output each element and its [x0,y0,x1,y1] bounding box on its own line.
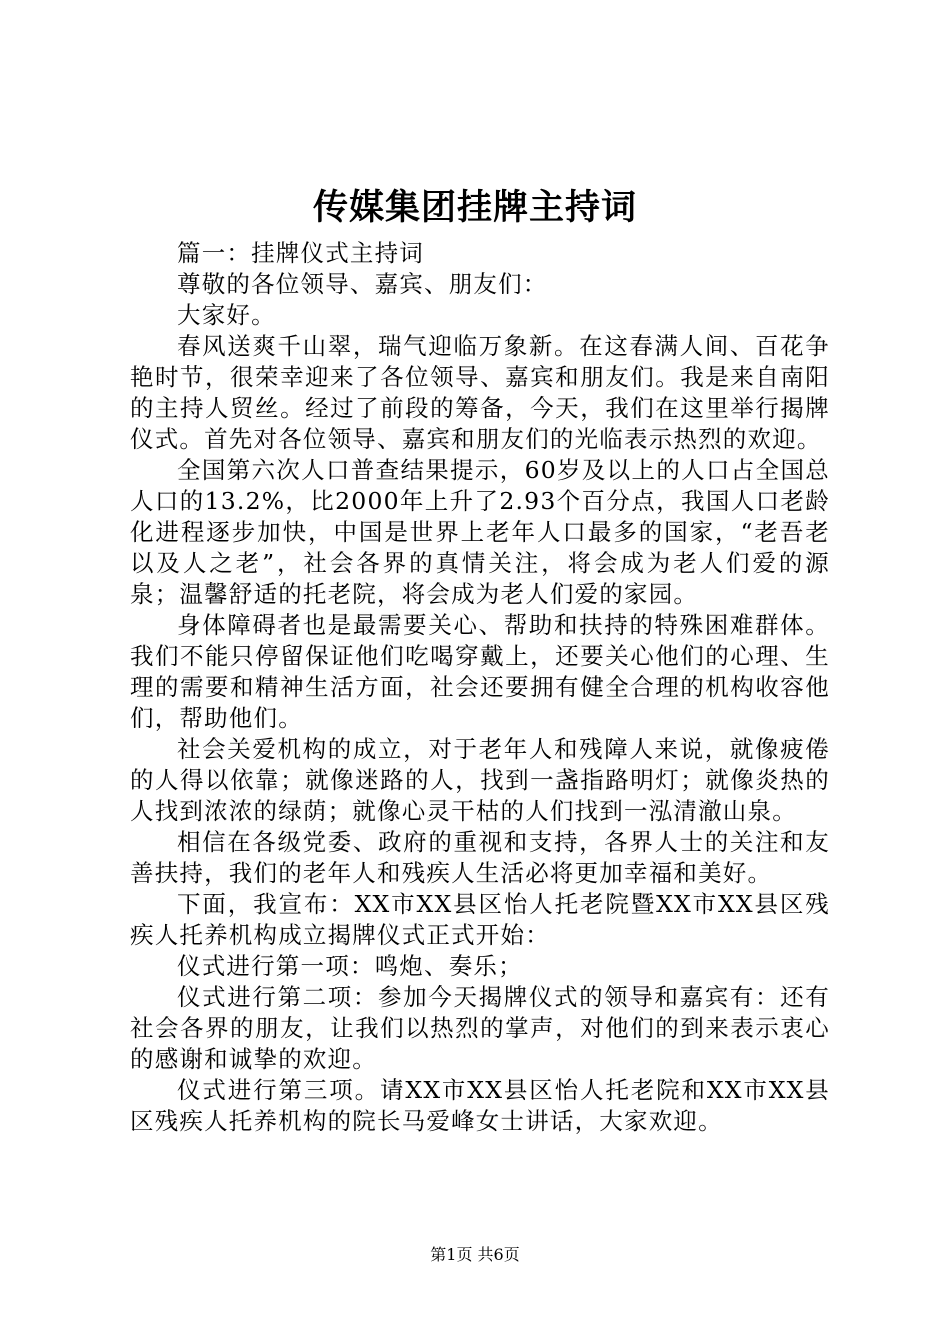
paragraph-greeting: 大家好。 [177,301,276,329]
paragraph: 全国第六次人口普查结果提示，60岁及以上的人口占全国总人口的13.2%，比2000年上升了2.93个百分点，我国人口老龄化进程逐步加快，中国是世界上老年人口最多的国家，“老吾老以及人之老”，社会各界的真情关注，将会成为老人们爱的源泉；温馨舒适的托老院，将会成为老人们爱的家园。 [130,456,830,608]
paragraph: 仪式进行第三项。请XX市XX县区怡人托老院和XX市XX县区残疾人托养机构的院长马爱峰女士讲话，大家欢迎。 [130,1076,830,1135]
paragraph: 仪式进行第二项：参加今天揭牌仪式的领导和嘉宾有：还有社会各界的朋友，让我们以热烈的掌声，对他们的到来表示衷心的感谢和诚挚的欢迎。 [130,983,830,1073]
paragraph: 相信在各级党委、政府的重视和支持，各界人士的关注和友善扶持，我们的老年人和残疾人生活必将更加幸福和美好。 [130,828,830,887]
paragraph: 春风送爽千山翠，瑞气迎临万象新。在这春满人间、百花争艳时节，很荣幸迎来了各位领导、嘉宾和朋友们。我是来自南阳的主持人贸丝。经过了前段的筹备，今天，我们在这里举行揭牌仪式。首先对各位领导、嘉宾和朋友们的光临表示热烈的欢迎。 [130,332,830,453]
paragraph: 社会关爱机构的成立，对于老年人和残障人来说，就像疲倦的人得以依靠；就像迷路的人，找到一盏指路明灯；就像炎热的人找到浓浓的绿荫；就像心灵干枯的人们找到一泓清澈山泉。 [130,735,830,825]
paragraph-section-heading: 篇一：挂牌仪式主持词 [177,239,424,267]
paragraph: 下面，我宣布：XX市XX县区怡人托老院暨XX市XX县区残疾人托养机构成立揭牌仪式正式开始： [130,890,830,949]
document-body [130,238,830,1137]
document-title: 传媒集团挂牌主持词 [312,187,637,228]
paragraph: 身体障碍者也是最需要关心、帮助和扶持的特殊困难群体。我们不能只停留保证他们吃喝穿戴上，还要关心他们的心理、生理的需要和精神生活方面，社会还要拥有健全合理的机构收容他们，帮助他们。 [130,611,830,732]
paragraph-salutation: 尊敬的各位领导、嘉宾、朋友们： [177,270,548,298]
page-number-footer: 第1页 共6页 [430,1245,520,1264]
paragraph: 仪式进行第一项：鸣炮、奏乐； [177,952,523,980]
